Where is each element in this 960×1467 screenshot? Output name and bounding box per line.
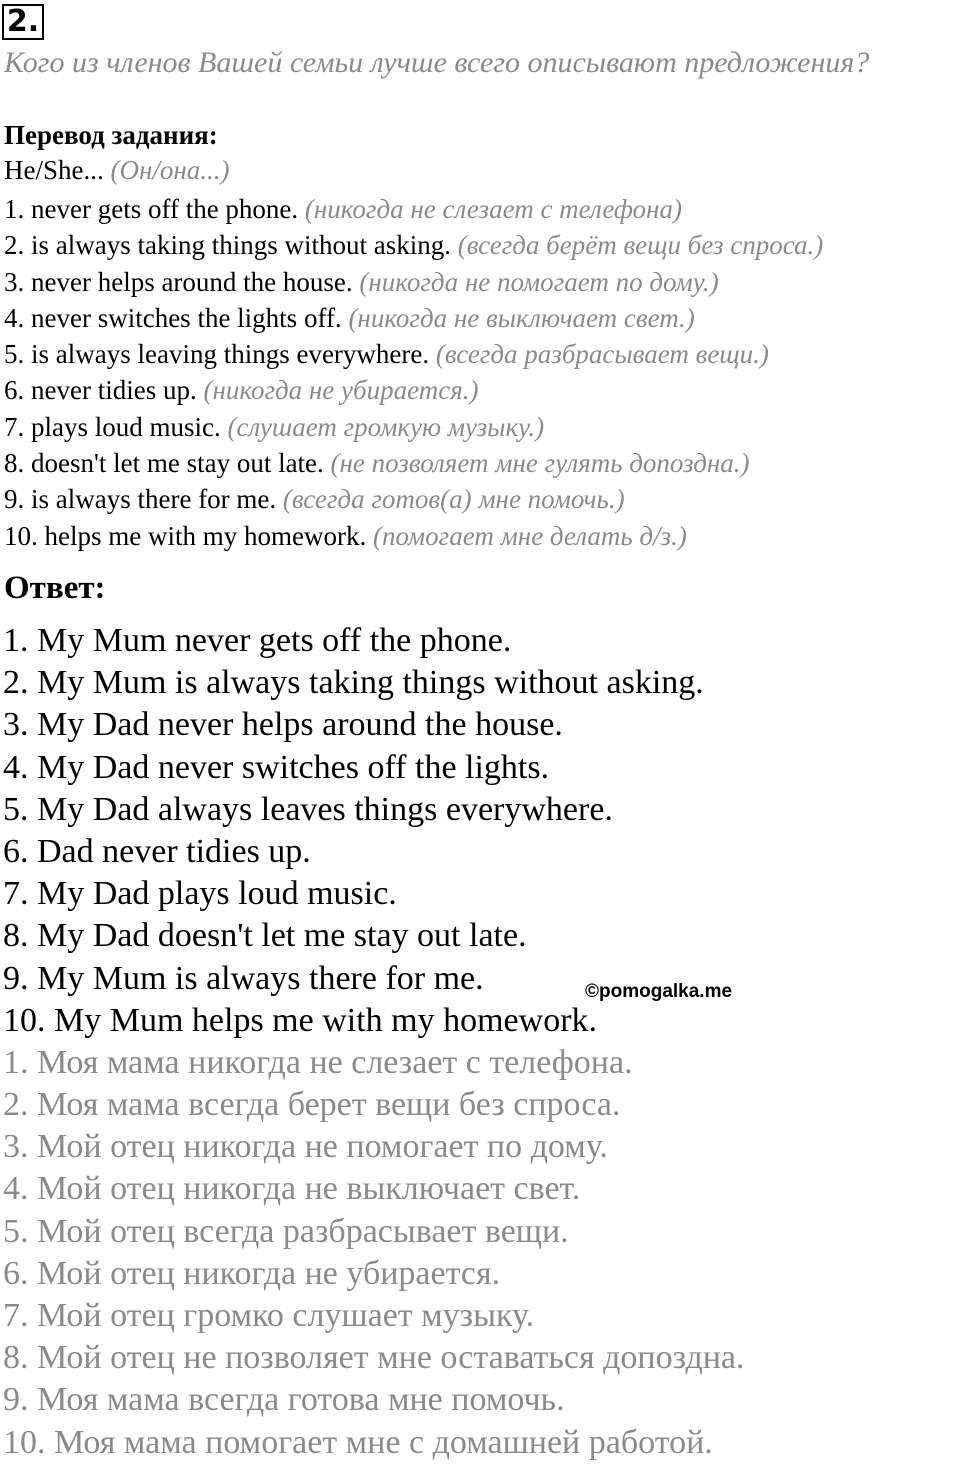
task-item xyxy=(4,409,823,445)
answer-ru-item: 9. Моя мама всегда готова мне помочь. xyxy=(3,1381,565,1419)
answer-en-item: 8. My Dad doesn't let me stay out late. xyxy=(3,917,527,955)
intro-en: He/She... xyxy=(4,155,104,185)
task-item-ru: (не позволяет мне гулять допоздна.) xyxy=(330,448,750,479)
answer-ru-item: 4. Мой отец никогда не выключает свет. xyxy=(3,1170,581,1208)
answer-en-item: 2. My Mum is always taking things without asking. xyxy=(3,664,704,702)
watermark: ©pomogalka.me xyxy=(585,981,733,1002)
answer-en-item: 7. My Dad plays loud music. xyxy=(3,875,397,913)
task-item-en: 10. helps me with my homework. xyxy=(4,520,367,551)
answer-en-item: 4. My Dad never switches off the lights. xyxy=(3,748,550,786)
answer-ru-item: 1. Моя мама никогда не слезает с телефона. xyxy=(3,1043,633,1081)
answer-en-item: 3. My Dad never helps around the house. xyxy=(3,706,563,744)
answer-heading: Ответ: xyxy=(4,570,106,606)
answer-ru-item: 5. Мой отец всегда разбрасывает вещи. xyxy=(3,1212,569,1250)
translation-heading: Перевод задания: xyxy=(4,120,218,150)
intro-ru: (Он/она...) xyxy=(110,155,230,185)
task-item-en: 3. never helps around the house. xyxy=(4,266,353,297)
task-item xyxy=(4,372,823,408)
task-item-en: 5. is always leaving things everywhere. xyxy=(4,339,430,370)
task-question: Кого из членов Вашей семьи лучше всего описывают предложения? xyxy=(4,46,870,79)
answer-en-item: 10. My Mum helps me with my homework. xyxy=(3,1001,598,1039)
answer-en-item: 6. Dad never tidies up. xyxy=(3,832,311,870)
task-item-ru: (никогда не слезает с телефона) xyxy=(304,194,682,224)
answer-ru-item: 7. Мой отец громко слушает музыку. xyxy=(3,1297,535,1334)
task-item-en: 7. plays loud music. xyxy=(4,411,221,442)
task-item-ru: (всегда готов(а) мне помочь.) xyxy=(282,484,625,515)
task-item-ru: (слушает громкую музыку.) xyxy=(227,411,545,442)
task-item xyxy=(4,191,823,227)
task-list xyxy=(4,191,823,554)
answer-list xyxy=(3,620,745,1464)
task-intro xyxy=(4,155,230,186)
task-item-en: 9. is always there for me. xyxy=(4,484,277,515)
task-item-en: 6. never tidies up. xyxy=(4,375,197,406)
answer-en-item: 1. My Mum never gets off the phone. xyxy=(3,622,512,659)
task-item xyxy=(4,227,823,263)
task-item xyxy=(4,264,823,300)
task-item-ru: (никогда не убирается.) xyxy=(203,375,479,406)
task-item-en: 8. doesn't let me stay out late. xyxy=(4,448,324,479)
task-number-box: 2. xyxy=(2,4,44,40)
task-item-ru: (никогда не выключает свет.) xyxy=(348,302,695,333)
answer-ru-item: 3. Мой отец никогда не помогает по дому. xyxy=(3,1128,608,1166)
task-item xyxy=(4,445,823,481)
task-item-en: 1. never gets off the phone. xyxy=(4,194,299,224)
answer-ru-item: 10. Моя мама помогает мне с домашней работой. xyxy=(3,1423,713,1461)
answer-ru-item: 6. Мой отец никогда не убирается. xyxy=(3,1254,501,1292)
answer-ru-item: 8. Мой отец не позволяет мне оставаться допоздна. xyxy=(3,1339,745,1377)
task-item-ru: (всегда берёт вещи без спроса.) xyxy=(457,230,824,261)
task-item-ru: (никогда не помогает по дому.) xyxy=(359,266,719,297)
task-item xyxy=(4,300,823,336)
task-item xyxy=(4,481,823,517)
task-item xyxy=(4,518,823,554)
task-item-ru: (всегда разбрасывает вещи.) xyxy=(435,339,769,370)
answer-en-item: 5. My Dad always leaves things everywhere. xyxy=(3,790,613,828)
answer-en-item: 9. My Mum is always there for me. xyxy=(3,959,484,997)
answer-ru-item: 2. Моя мама всегда берет вещи без спроса. xyxy=(3,1086,621,1124)
task-item-en: 4. never switches the lights off. xyxy=(4,302,342,333)
task-item-ru: (помогает мне делать д/з.) xyxy=(372,520,687,551)
task-item-en: 2. is always taking things without asking. xyxy=(4,230,451,261)
task-item xyxy=(4,336,823,372)
